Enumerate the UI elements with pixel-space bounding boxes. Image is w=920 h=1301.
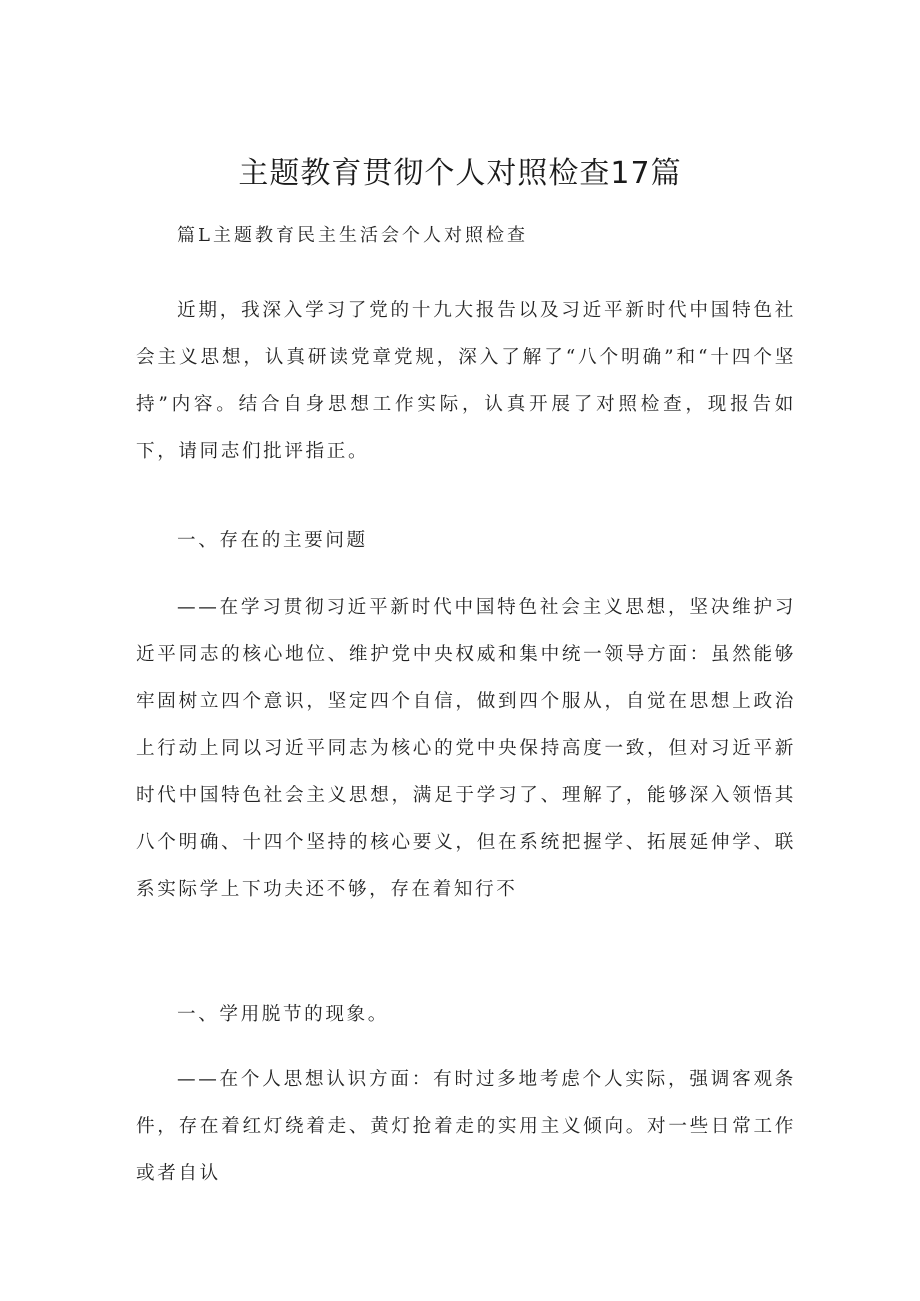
- document-subtitle: 篇L主题教育民主生活会个人对照检查: [177, 225, 528, 246]
- paragraph-study-issues: ——在学习贯彻习近平新时代中国特色社会主义思想，坚决维护习近平同志的核心地位、维护党中央权威和集中统一领导方面：虽然能够牢固树立四个意识，坚定四个自信，做到四个服从，自觉在思想上政治上行动上同以习近平同志为核心的党中央保持高度一致，但对习近平新时代中国特色社会主义思想，满足于学习了、理解了，能够深入领悟其八个明确、十四个坚持的核心要义，但在系统把握学、拓展延伸学、联系实际学上下功夫还不够，存在着知行不: [136, 597, 796, 900]
- paragraph-personal-thinking: ——在个人思想认识方面：有时过多地考虑个人实际，强调客观条件，存在着红灯绕着走、黄灯抢着走的实用主义倾向。对一些日常工作或者自认: [136, 1069, 796, 1184]
- document-title: 主题教育贯彻个人对照检查17篇: [238, 156, 682, 191]
- section-heading-disconnect: 一、学用脱节的现象。: [177, 1004, 389, 1025]
- section-heading-problems: 一、存在的主要问题: [177, 530, 368, 551]
- paragraph-intro: 近期，我深入学习了党的十九大报告以及习近平新时代中国特色社会主义思想，认真研读党章党规，深入了解了“八个明确”和“十四个坚持”内容。结合自身思想工作实际，认真开展了对照检查，现报告如下，请同志们批评指正。: [136, 300, 796, 462]
